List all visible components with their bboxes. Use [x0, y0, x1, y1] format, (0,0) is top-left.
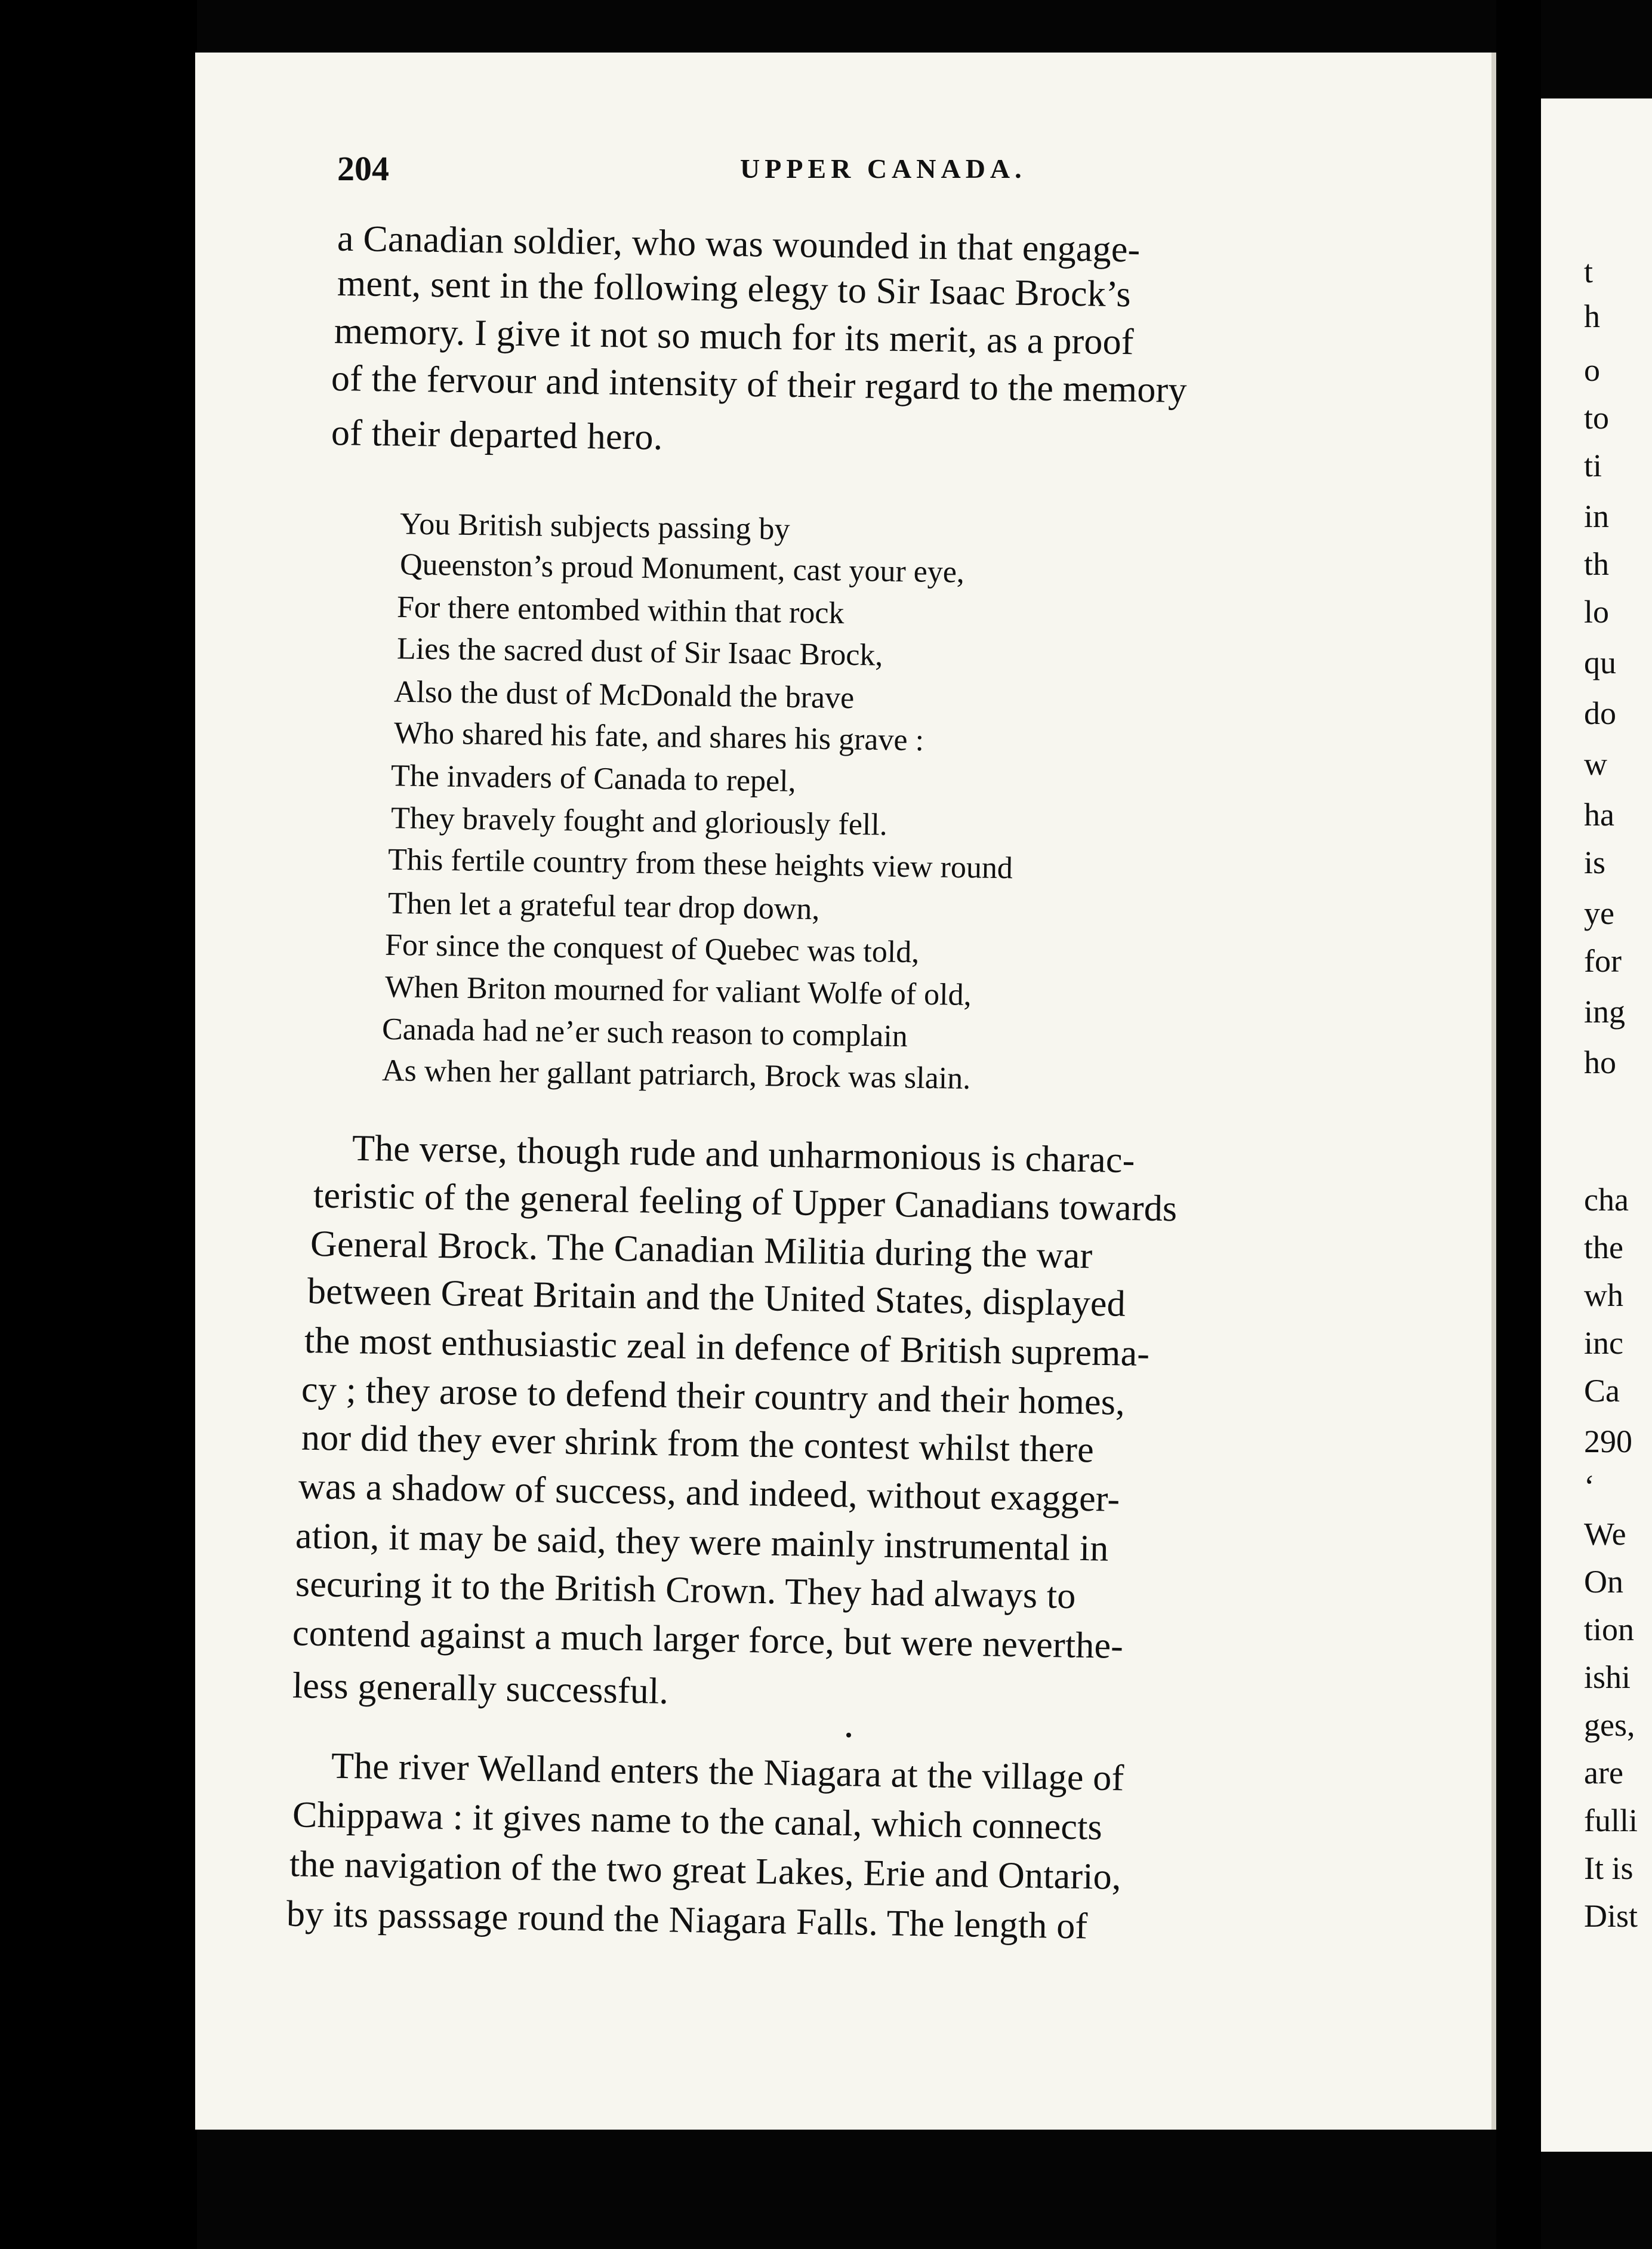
verse-paragraph-line: between Great Britain and the United States, displayed: [307, 1271, 1126, 1324]
right-page-line: ‘: [1584, 1468, 1595, 1504]
right-page-line: ing: [1584, 994, 1626, 1030]
right-page-line: is: [1584, 845, 1606, 880]
verse-paragraph-line: securing it to the British Crown. They had always to: [295, 1563, 1077, 1617]
right-page-line: tion: [1584, 1612, 1635, 1647]
poem-line: This fertile country from these heights view round: [387, 842, 1013, 886]
right-book-page-fragment: [1541, 98, 1652, 2152]
right-page-line: t: [1584, 254, 1594, 289]
right-page-line: It is: [1584, 1850, 1633, 1886]
intro-line: ment, sent in the following elegy to Sir Isaac Brock’s: [337, 263, 1132, 315]
page-number: 204: [337, 149, 389, 188]
intro-line: a Canadian soldier, who was wounded in that engage-: [337, 218, 1141, 270]
book-gutter: [1496, 0, 1541, 2249]
poem-line: Canada had ne’er such reason to complain: [381, 1012, 908, 1054]
verse-paragraph-line: the most enthusiastic zeal in defence of British suprema-: [304, 1320, 1150, 1375]
right-page-line: are: [1584, 1755, 1623, 1791]
running-head: UPPER CANADA.: [740, 153, 1027, 184]
poem-line: Who shared his fate, and shares his grave :: [393, 716, 924, 758]
poem-line: Also the dust of McDonald the brave: [393, 674, 855, 716]
poem-line: Then let a grateful tear drop down,: [387, 886, 820, 927]
verse-paragraph-line: contend against a much larger force, but were neverthe-: [292, 1613, 1124, 1666]
verse-paragraph-line: was a shadow of success, and indeed, without exagger-: [298, 1466, 1120, 1520]
verse-paragraph-line: General Brock. The Canadian Militia during the war: [310, 1223, 1093, 1277]
intro-line: of the fervour and intensity of their regard to the memory: [331, 358, 1188, 411]
right-page-line: inc: [1584, 1325, 1623, 1361]
poem-line: You British subjects passing by: [399, 507, 790, 547]
poem-line: They bravely fought and gloriously fell.: [390, 801, 888, 842]
poem-line: As when her gallant patriarch, Brock was slain.: [381, 1053, 971, 1096]
right-page-line: h: [1584, 298, 1600, 334]
right-page-line: ho: [1584, 1045, 1616, 1080]
poem-line: The invaders of Canada to repel,: [390, 759, 796, 799]
poem-line: For since the conquest of Quebec was told,: [384, 928, 920, 970]
poem-line: Lies the sacred dust of Sir Isaac Brock,: [396, 631, 883, 673]
right-page-line: 290: [1584, 1424, 1632, 1459]
right-page-line: do: [1584, 695, 1616, 731]
right-page-line: On: [1584, 1564, 1623, 1600]
right-page-line: We: [1584, 1516, 1626, 1552]
right-page-line: fulli: [1584, 1803, 1638, 1838]
right-page-line: for: [1584, 943, 1622, 979]
verse-paragraph-line: teristic of the general feeling of Upper Canadians towards: [313, 1175, 1178, 1230]
left-binding-shadow: [0, 0, 197, 2249]
right-page-line: in: [1584, 498, 1610, 534]
verse-paragraph-line: less generally successful.: [292, 1665, 669, 1712]
right-page-line: w: [1584, 746, 1607, 782]
right-page-line: wh: [1584, 1277, 1623, 1313]
river-paragraph-line: Chippawa : it gives name to the canal, which connects: [292, 1794, 1103, 1848]
river-paragraph-line: the navigation of the two great Lakes, Erie and Ontario,: [289, 1844, 1122, 1897]
poem-line: When Briton mourned for valiant Wolfe of old,: [384, 970, 972, 1012]
right-page-line: qu: [1584, 645, 1616, 680]
verse-paragraph-line: The verse, though rude and unharmonious is charac-: [352, 1127, 1136, 1181]
right-page-line: ishi: [1584, 1659, 1631, 1695]
right-page-line: the: [1584, 1230, 1623, 1265]
right-page-line: ha: [1584, 797, 1614, 833]
right-page-line: ye: [1584, 895, 1614, 931]
poem-line: For there entombed within that rock: [396, 590, 845, 631]
right-page-line: Ca: [1584, 1373, 1620, 1409]
right-page-line: cha: [1584, 1182, 1629, 1218]
page-header: [337, 148, 1346, 190]
verse-paragraph-line: cy ; they arose to defend their country and their homes,: [301, 1369, 1126, 1423]
right-page-line: lo: [1584, 594, 1610, 630]
stray-print-mark: [846, 1733, 851, 1737]
intro-line: memory. I give it not so much for its merit, as a proof: [334, 310, 1135, 363]
right-page-line: to: [1584, 400, 1610, 436]
right-page-line: o: [1584, 352, 1600, 388]
poem-line: Queenston’s proud Monument, cast your eye,: [399, 547, 965, 590]
right-page-line: th: [1584, 546, 1610, 582]
intro-line: of their departed hero.: [331, 412, 663, 458]
right-page-line: ges,: [1584, 1707, 1635, 1743]
river-paragraph-line: by its passsage round the Niagara Falls. The length of: [286, 1893, 1088, 1947]
verse-paragraph-line: ation, it may be said, they were mainly instrumental in: [295, 1515, 1109, 1569]
verse-paragraph-line: nor did they ever shrink from the contest whilst there: [301, 1417, 1095, 1471]
right-page-line: Dist: [1584, 1898, 1638, 1934]
river-paragraph-line: The river Welland enters the Niagara at the village of: [331, 1745, 1124, 1799]
right-page-line: ti: [1584, 448, 1602, 483]
